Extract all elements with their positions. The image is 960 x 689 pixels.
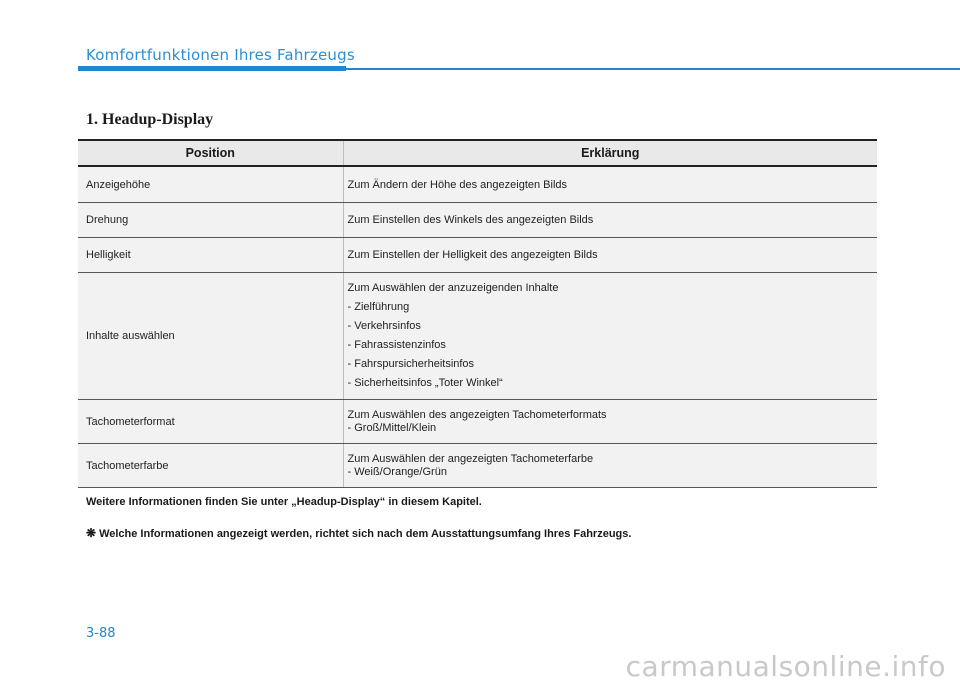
explanation-line: - Sicherheitsinfos „Toter Winkel“ (347, 377, 503, 389)
table-row (78, 444, 877, 488)
section-rule-thick (78, 66, 346, 71)
equipment-note (86, 526, 631, 540)
explanation-line: - Verkehrsinfos (347, 320, 421, 332)
table-row (78, 238, 877, 273)
table-row (78, 203, 877, 238)
equipment-note-text: Welche Informationen angezeigt werden, richtet sich nach dem Ausstattungsumfang Ihres Fahrzeugs. (99, 528, 632, 540)
column-header-position: Position (78, 140, 343, 166)
table-row (78, 166, 877, 203)
reference-note: Weitere Informationen finden Sie unter „Headup-Display“ in diesem Kapitel. (86, 496, 482, 508)
explanation-line: - Weiß/Orange/Grün (347, 465, 447, 478)
column-header-explanation: Erklärung (343, 140, 877, 166)
page-number: 3-88 (86, 626, 116, 641)
explanation-line: - Fahrassistenzinfos (347, 339, 446, 351)
position-cell: Tachometerformat (78, 400, 343, 444)
explanation-line: Zum Auswählen der angezeigten Tachometerfarbe (347, 452, 594, 465)
explanation-line: - Fahrspursicherheitsinfos (347, 358, 475, 370)
explanation-cell: Zum Einstellen der Helligkeit des angezeigten Bilds (343, 238, 877, 273)
position-cell: Anzeigehöhe (78, 166, 343, 203)
explanation-cell (343, 444, 877, 488)
table-row (78, 273, 877, 400)
section-rule-thin (346, 68, 960, 70)
document-heading: 1. Headup-Display (86, 111, 214, 128)
explanation-cell (343, 400, 877, 444)
explanation-cell: Zum Ändern der Höhe des angezeigten Bilds (343, 166, 877, 203)
position-cell: Inhalte auswählen (78, 273, 343, 400)
explanation-cell (343, 273, 877, 400)
section-title: Komfortfunktionen Ihres Fahrzeugs (86, 46, 355, 64)
position-cell: Drehung (78, 203, 343, 238)
explanation-cell: Zum Einstellen des Winkels des angezeigten Bilds (343, 203, 877, 238)
explanation-line: - Groß/Mittel/Klein (347, 421, 437, 434)
explanation-line: Zum Auswählen der anzuzeigenden Inhalte (347, 282, 559, 294)
asterisk-icon: ❋ (86, 526, 97, 540)
position-cell: Helligkeit (78, 238, 343, 273)
explanation-line: - Zielführung (347, 301, 410, 313)
position-cell: Tachometerfarbe (78, 444, 343, 488)
settings-table (78, 139, 877, 488)
watermark: carmanualsonline.info (625, 650, 946, 683)
explanation-line: Zum Auswählen des angezeigten Tachometerformats (347, 408, 607, 421)
table-header-row (78, 140, 877, 166)
table-row (78, 400, 877, 444)
